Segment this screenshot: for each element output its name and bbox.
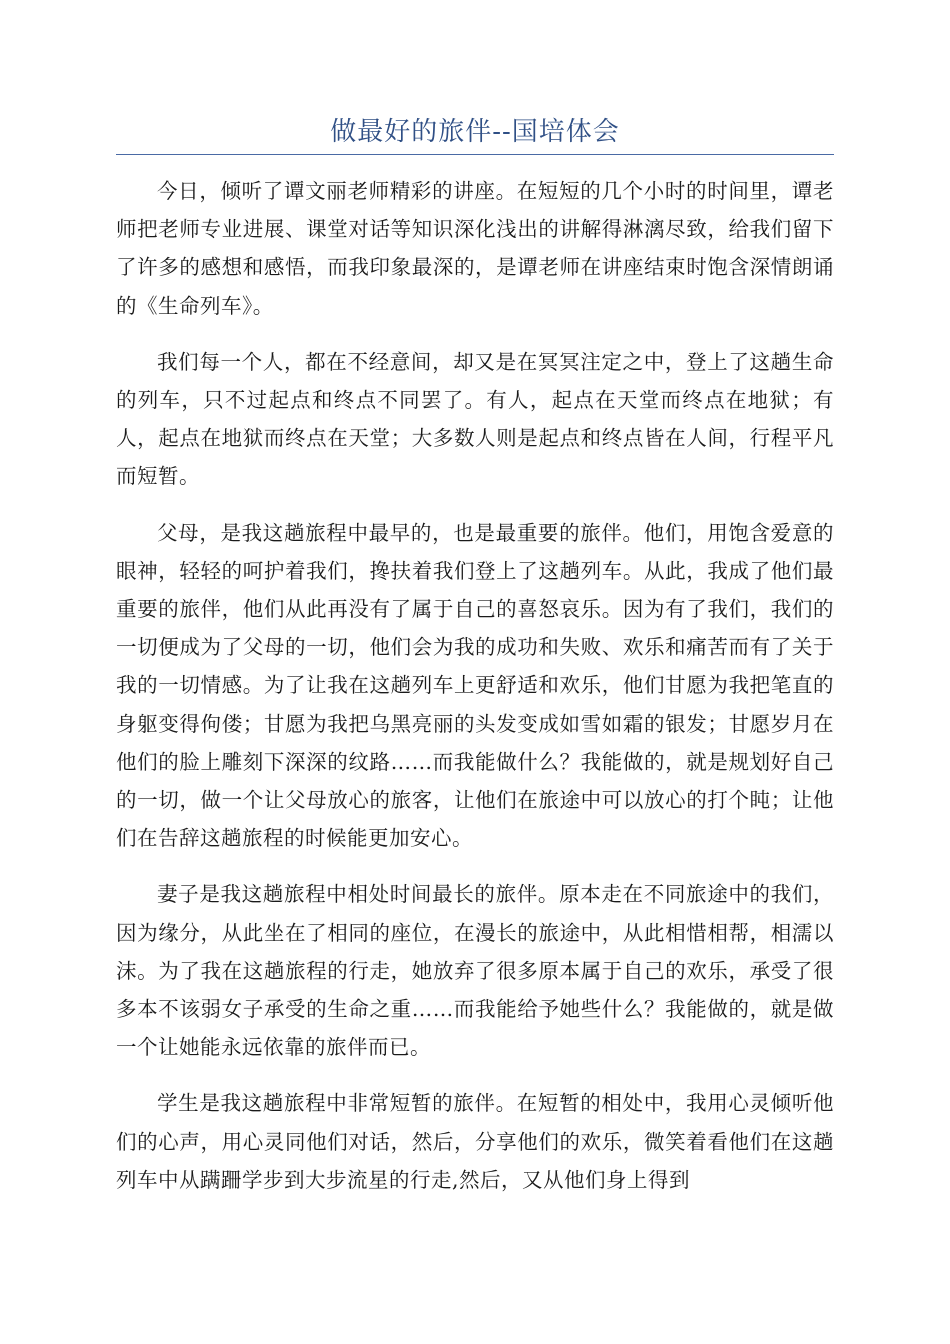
paragraph-3: 父母，是我这趟旅程中最早的，也是最重要的旅伴。他们，用饱含爱意的眼神，轻轻的呵护着我们，搀扶着我们登上了这趟列车。从此，我成了他们最重要的旅伴，他们从此再没有了属于自己的喜怒哀乐。因为有了我们，我们的一切便成为了父母的一切，他们会为我的成功和失败、欢乐和痛苦而有了关于我的一切情感。为了让我在这趟列车上更舒适和欢乐，他们甘愿为我把笔直的身躯变得佝偻；甘愿为我把乌黑亮丽的头发变成如雪如霜的银发；甘愿岁月在他们的脸上雕刻下深深的纹路……而我能做什么？我能做的，就是规划好自己的一切，做一个让父母放心的旅客，让他们在旅途中可以放心的打个盹；让他们在告辞这趟旅程的时候能更加安心。 [116, 520, 834, 851]
title-underline [116, 154, 834, 155]
paragraph-5: 学生是我这趟旅程中非常短暂的旅伴。在短暂的相处中，我用心灵倾听他们的心声，用心灵同他们对话，然后，分享他们的欢乐，微笑着看他们在这趟列车中从蹒跚学步到大步流星的行走,然后，又从他们身上得到 [116, 1091, 834, 1192]
paragraph-2: 我们每一个人，都在不经意间，却又是在冥冥注定之中，登上了这趟生命的列车，只不过起点和终点不同罢了。有人，起点在天堂而终点在地狱；有人，起点在地狱而终点在天堂；大多数人则是起点和终点皆在人间，行程平凡而短暂。 [116, 349, 834, 489]
paragraph-1: 今日，倾听了谭文丽老师精彩的讲座。在短短的几个小时的时间里，谭老师把老师专业进展、课堂对话等知识深化浅出的讲解得淋漓尽致，给我们留下了许多的感想和感悟，而我印象最深的，是谭老师在讲座结束时饱含深情朗诵的《生命列车》。 [116, 179, 834, 318]
document-body [116, 172, 834, 1217]
paragraph-4: 妻子是我这趟旅程中相处时间最长的旅伴。原本走在不同旅途中的我们，因为缘分，从此坐在了相同的座位，在漫长的旅途中，从此相惜相帮，相濡以沫。为了我在这趟旅程的行走，她放弃了很多原本属于自己的欢乐，承受了很多本不该弱女子承受的生命之重……而我能给予她些什么？我能做的，就是做一个让她能永远依靠的旅伴而已。 [116, 882, 834, 1060]
document-title: 做最好的旅伴--国培体会 [330, 117, 620, 147]
